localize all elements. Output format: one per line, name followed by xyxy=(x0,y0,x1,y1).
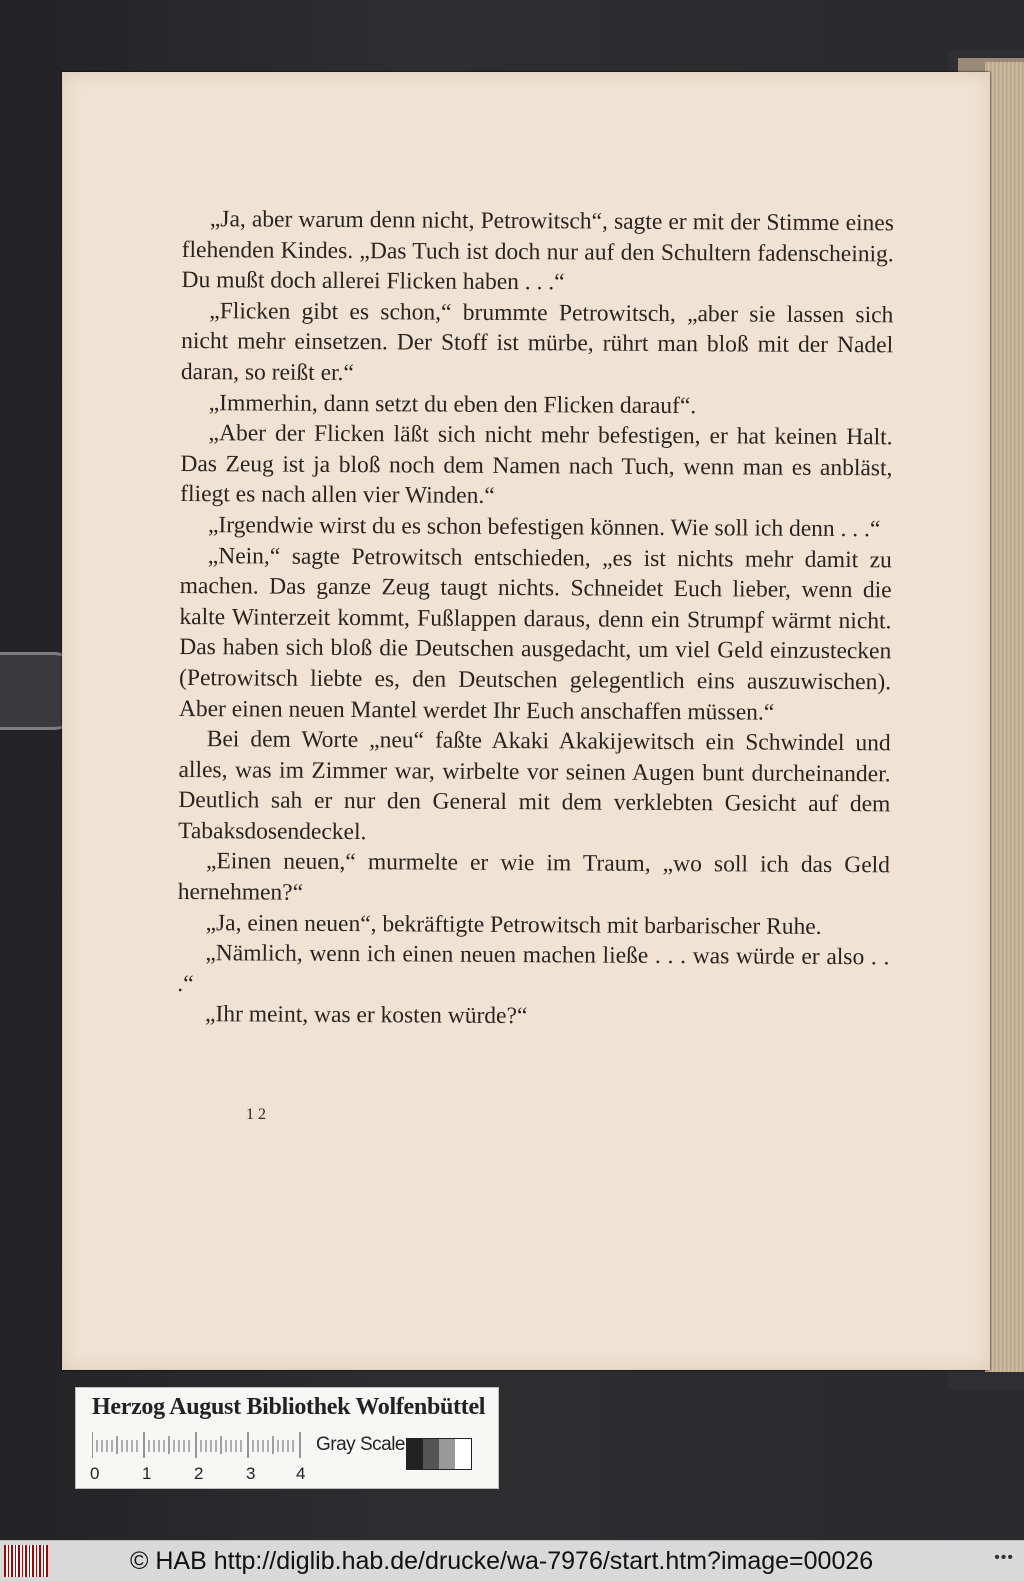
book-page xyxy=(62,72,990,1370)
ruler-number: 3 xyxy=(246,1464,256,1483)
page-number: 12 xyxy=(246,1106,270,1123)
gray-step xyxy=(423,1439,439,1469)
page-text xyxy=(177,204,894,1034)
ruler-number: 0 xyxy=(90,1464,100,1483)
paragraph: „Ja, einen neuen“, bekräftigte Petrowitsch mit barbarischer Ruhe. xyxy=(205,909,822,940)
paragraph: „Ihr meint, was er kosten würde?“ xyxy=(204,1001,528,1030)
paragraph: „Nämlich, wenn ich einen neuen machen ließe . . . was würde er also . . .“ xyxy=(177,940,890,997)
ruler-number: 2 xyxy=(194,1464,204,1483)
gray-step xyxy=(407,1439,423,1469)
library-name: Herzog August Bibliothek Wolfenbüttel xyxy=(92,1394,486,1420)
gray-step xyxy=(455,1439,471,1469)
gray-scale-label: Gray Scale xyxy=(316,1434,405,1455)
viewer-footer xyxy=(0,1540,1024,1581)
paragraph: „Flicken gibt es schon,“ brummte Petrowitsch, „aber sie lassen sich nicht mehr einsetzen. Der Stoff ist mürbe, rührt man bloß mit der Nadel daran, so reißt er.“ xyxy=(180,297,894,387)
barcode-icon xyxy=(4,1545,48,1577)
ruler-icon xyxy=(92,1432,302,1458)
ruler-number: 4 xyxy=(296,1464,306,1483)
gray-scale-swatch xyxy=(406,1438,472,1470)
more-menu-button[interactable]: ••• xyxy=(994,1549,1014,1566)
source-link[interactable]: © HAB http://diglib.hab.de/drucke/wa-7976/start.htm?image=00026 xyxy=(130,1547,874,1575)
paragraph: „Irgendwie wirst du es schon befestigen können. Wie soll ich denn . . .“ xyxy=(207,512,881,543)
paragraph: „Aber der Flicken läßt sich nicht mehr befestigen, er hat keinen Halt. Das Zeug ist ja bloß noch dem Namen nach Tuch, wenn man es anbläst, fliegt es nach allen vier Winden.“ xyxy=(180,420,893,510)
colour-card xyxy=(75,1387,499,1489)
paragraph: Bei dem Worte „neu“ faßte Akaki Akakijewitsch ein Schwindel und alles, was im Zimmer war, wirbelte vor seinen Augen bunt durcheinander. Deutlich sah er nur den General mit dem verklebten Gesicht auf dem Tabaksdosendeckel. xyxy=(178,726,891,846)
paragraph: „Nein,“ sagte Petrowitsch entschieden, „es ist nichts mehr damit zu machen. Das ganze Zeug taugt nichts. Schneidet Euch lieber, wenn die kalte Winterzeit kommt, Fußlappen daraus, denn ein Strumpf wärmt nicht. Das haben sich bloß die Deutschen ausgedacht, um viel Geld einzustecken (Petrowitsch liebte es, den Deutschen gelegentlich eins auszuwischen). Aber einen neuen Mantel werdet Ihr Euch anschaffen müssen.“ xyxy=(178,542,892,726)
ruler-number: 1 xyxy=(142,1464,152,1483)
paragraph: „Immerhin, dann setzt du eben den Flicken darauf“. xyxy=(208,389,697,419)
gray-step xyxy=(439,1439,455,1469)
paragraph: „Einen neuen,“ murmelte er wie im Traum, „wo soll ich das Geld hernehmen?“ xyxy=(177,848,891,906)
book-page-edges xyxy=(985,62,1024,1372)
paragraph: „Ja, aber warum denn nicht, Petrowitsch“, sagte er mit der Stimme eines flehenden Kindes. „Das Tuch ist doch nur auf den Schultern fadenscheinig. Du mußt doch allerei Flicken haben . . .“ xyxy=(181,206,894,296)
